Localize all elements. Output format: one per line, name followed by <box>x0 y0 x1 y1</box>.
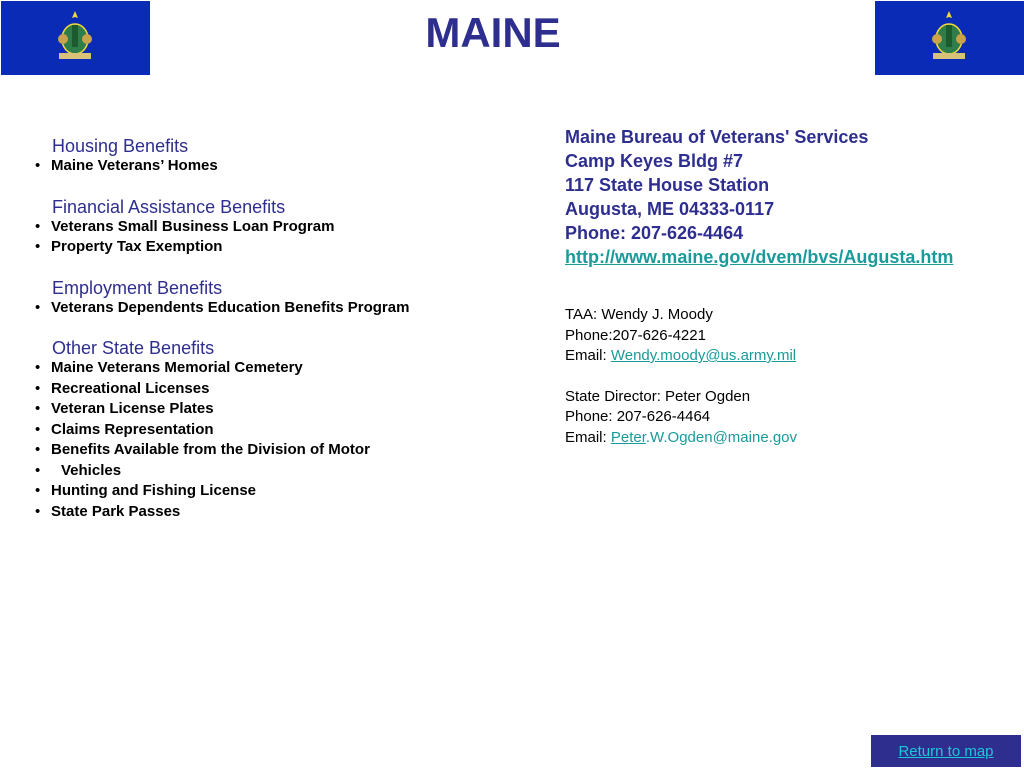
list-item: • Veteran License Plates <box>34 399 534 420</box>
list-item: • Claims Representation <box>34 420 534 441</box>
list-item: • Veterans Dependents Education Benefits Program <box>34 298 534 319</box>
bureau-building: Camp Keyes Bldg #7 <box>565 151 744 171</box>
director-name: State Director: Peter Ogden <box>565 387 751 405</box>
contact-column <box>565 125 1005 448</box>
financial-section <box>34 197 534 258</box>
list-item: • Veterans Small Business Loan Program <box>34 217 534 238</box>
bullet-list <box>34 298 534 319</box>
director-email-row <box>565 428 1005 449</box>
director-email-link[interactable]: Peter <box>610 428 646 446</box>
list-item: • State Park Passes <box>34 502 534 523</box>
bureau-url-row <box>565 245 1005 269</box>
bureau-station: 117 State House Station <box>565 175 770 195</box>
other-section <box>34 338 534 522</box>
list-item: • Benefits Available from the Division of Motor <box>34 440 534 461</box>
email-label: Email: <box>565 428 611 446</box>
continuation-text: Vehicles <box>61 461 122 479</box>
bureau-name: Maine Bureau of Veterans' Services <box>565 127 869 147</box>
page-title: MAINE <box>425 9 561 56</box>
list-item: • Maine Veterans Memorial Cemetery <box>34 358 534 379</box>
email-label: Email: <box>565 347 611 364</box>
benefits-column <box>34 136 534 536</box>
list-item-continuation <box>34 461 534 482</box>
bullet-list <box>34 217 534 258</box>
employment-section <box>34 278 534 319</box>
list-item: • Recreational Licenses <box>34 379 534 400</box>
taa-email-link[interactable]: Wendy.moody@us.army.mil <box>610 347 797 364</box>
taa-phone: Phone:207-626-4221 <box>565 326 706 344</box>
list-item: • Maine Veterans’ Homes <box>34 156 534 177</box>
bullet-list <box>34 358 534 522</box>
housing-section <box>34 136 534 177</box>
taa-name: TAA: Wendy J. Moody <box>565 306 713 323</box>
taa-email-row <box>565 346 1005 367</box>
bureau-url-link[interactable]: http://www.maine.gov/dvem/bvs/Augusta.htm <box>565 247 954 267</box>
director-email-rest: .W.Ogden@maine.gov <box>645 428 798 446</box>
section-heading: Financial Assistance Benefits <box>52 196 286 217</box>
return-to-map-label: Return to map <box>898 742 994 760</box>
bullet-list <box>34 156 534 177</box>
section-heading: Other State Benefits <box>52 338 215 358</box>
return-to-map-button[interactable] <box>871 735 1021 767</box>
bureau-phone: Phone: 207-626-4464 <box>565 223 744 243</box>
section-heading: Employment Benefits <box>52 277 223 298</box>
bureau-city: Augusta, ME 04333-0117 <box>565 199 775 219</box>
director-phone: Phone: 207-626-4464 <box>565 408 711 425</box>
list-item: • Property Tax Exemption <box>34 237 534 258</box>
list-item: • Hunting and Fishing License <box>34 481 534 502</box>
section-heading: Housing Benefits <box>52 136 189 156</box>
